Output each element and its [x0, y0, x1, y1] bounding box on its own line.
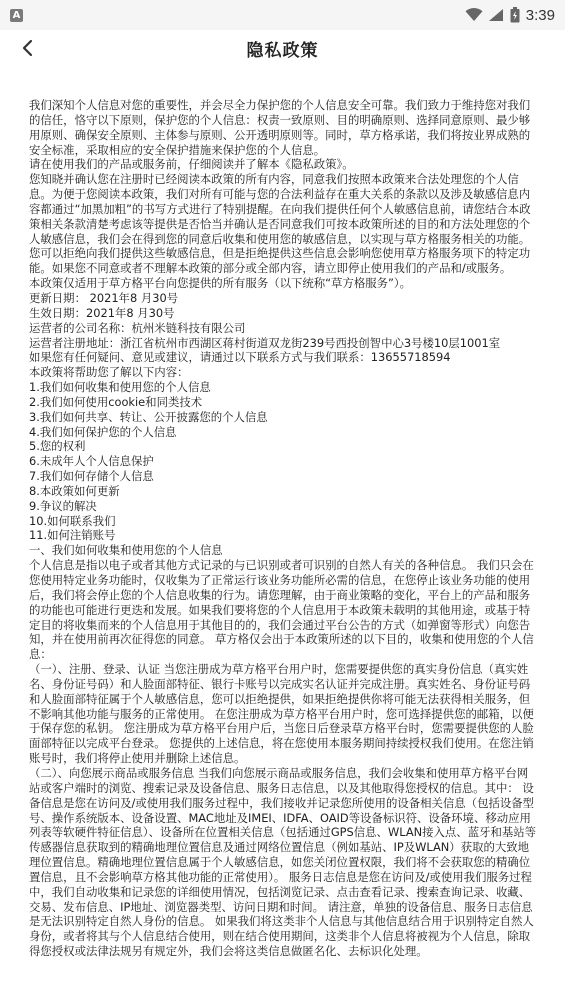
policy-toc-item: 4.我们如何保护您的个人信息	[29, 424, 177, 439]
policy-section-heading: 一、我们如何收集和使用您的个人信息	[29, 543, 223, 558]
policy-toc-heading: 本政策将帮助您了解以下内容：	[29, 365, 189, 380]
policy-toc-item: 5.您的权利	[29, 439, 86, 454]
battery-icon	[510, 7, 520, 23]
policy-toc-item: 3.我们如何共享、转让、公开披露您的个人信息	[29, 409, 268, 424]
policy-toc-item: 7.我们如何存储个人信息	[29, 469, 154, 484]
policy-intro: 我们深知个人信息对您的重要性，并会尽全力保护您的个人信息安全可靠。我们致力于维持您对我们的信任，恪守以下原则，保护您的个人信息：权责一致原则、目的明确原则、选择同意原则、最少够用原则、确保安全原则、主体参与原则、公开透明原则等。同时，草方格承诺，我们将按业界成熟的安全标准，采取相应的安全保护措施来保护您的个人信息。	[29, 98, 531, 157]
signal-icon	[488, 8, 504, 22]
policy-read-notice: 请在使用我们的产品或服务前，仔细阅读并了解本《隐私政策》。	[29, 157, 354, 172]
policy-toc-item: 9.争议的解决	[29, 498, 97, 513]
policy-toc-item: 2.我们如何使用cookie和同类技术	[29, 394, 203, 409]
policy-update-date: 更新日期： 2021年8 月30号	[29, 290, 179, 305]
policy-content[interactable]	[29, 98, 537, 959]
policy-toc-item: 1.我们如何收集和使用您的个人信息	[29, 380, 211, 395]
policy-toc-item: 10.如何联系我们	[29, 513, 116, 528]
policy-scope: 本政策仅适用于草方格平台向您提供的所有服务（以下统称“草方格服务”）。	[29, 276, 411, 291]
page-title: 隐私政策	[246, 41, 319, 61]
policy-contact: 如果您有任何疑问、意见或建议，请通过以下联系方式与我们联系：13655718594	[29, 350, 451, 365]
policy-consent: 您知晓并确认您在注册时已经阅读本政策的所有内容，同意我们按照本政策来合法处理您的个人信息。为便于您阅读本政策，我们对所有可能与您的合法利益存在重大关系的条款以及涉及敏感信息内容都通过“加黑加粗”的书写方式进行了特别提醒。在向我们提供任何个人敏感信息前，请您结合本政策相关条款清楚考虑该等提供是否恰当并确认是否同意我们可按本政策所述的目的和方法处理您的个人敏感信息，我们会在得到您的同意后收集和使用您的敏感信息，以实现与草方格服务相关的功能。您可以拒绝向我们提供这些敏感信息，但是拒绝提供这些信息会影响您使用草方格服务项下的特定功能。如果您不同意或者不理解本政策的部分或全部内容，请立即停止使用我们的产品和/或服务。	[29, 172, 531, 276]
policy-operator-address: 运营者注册地址：浙江省杭州市西湖区蒋村街道双龙街239号西投创智中心3号楼10层1001室	[29, 335, 501, 350]
wifi-icon	[465, 8, 483, 22]
policy-toc-item: 6.未成年人个人信息保护	[29, 454, 154, 469]
policy-section-body: 个人信息是指以电子或者其他方式记录的与已识别或者可识别的自然人有关的各种信息。 我们只会在您使用特定业务功能时，仅收集为了正常运行该业务功能所必需的信息，在您停止该业务功能的使用后，我们将会停止您的个人信息收集的行为。请您理解，由于商业策略的变化，平台上的产品和服务的功能也可能进行更迭和发展。如果我们要将您的个人信息用于本政策未载明的其他用途，或基于特定目的将收集而来的个人信息用于其他目的的，我们会通过平台公告的方式（如弹窗等形式）向您告知，并在使用前再次征得您的同意。 草方格仅会出于本政策所述的以下目的，收集和使用您的个人信息：	[29, 558, 534, 662]
status-time: 3:39	[525, 6, 555, 24]
policy-toc-item: 11.如何注销账号	[29, 528, 116, 543]
app-header	[0, 30, 565, 66]
policy-operator-name: 运营者的公司名称：杭州米链科技有限公司	[29, 320, 246, 335]
policy-section-register: （一）、注册、登录、认证 当您注册成为草方格平台用户时，您需要提供您的真实身份信息（真实姓名、身份证号码）和人脸面部特征、银行卡账号以完成实名认证并完成注册。真实姓名、身份证号码和人脸面部特征属于个人敏感信息，您可以拒绝提供，如果拒绝提供你将可能无法获得相关服务，但不影响其他功能与服务的正常使用。 在您注册成为草方格平台用户时，您可选择提供您的邮箱，以便于保存您的私钥。 您注册成为草方格平台用户后，当您日后登录草方格平台时，您需要提供您的人脸面部特征以完成平台登录。 您提供的上述信息，将在您使用本服务期间持续授权我们使用。在您注销账号时，我们将停止使用并删除上述信息。	[29, 662, 534, 766]
policy-section-display: （二）、向您展示商品或服务信息 当我们向您展示商品或服务信息，我们会收集和使用草方格平台网站或客户端时的浏览、搜索记录及设备信息、服务日志信息，以及其他取得您授权的信息。其中： 设备信息是您在访问及/或使用我们服务过程中，我们接收并记录您所使用的设备相关信息（包括设备型号、操作系统版本、设备设置、MAC地址及IMEI、IDFA、OAID等设备标识符、设备环境、移动应用列表等软硬件特征信息）、设备所在位置相关信息（包括通过GPS信息、WLAN接入点、蓝牙和基站等传感器信息获取到的精确地理位置信息及通过网络位置信息（例如基站、IP及WLAN）获取的大致地理位置信息。精确地理位置信息属于个人敏感信息，如您关闭位置权限，我们将不会获取您的精确位置信息，且不会影响草方格其他功能的正常使用）。 服务日志信息是您在访问及/或使用我们服务过程中，我们自动收集和记录您的详细使用情况，包括浏览记录、点击查看记录、搜索查询记录、收藏、交易、发布信息、IP地址、浏览器类型、访问日期和时间。 请注意，单独的设备信息、服务日志信息是无法识别特定自然人身份的信息。 如果我们将这类非个人信息与其他信息结合用于识别特定自然人身份，或者将其与个人信息结合使用，则在结合使用期间，这类非个人信息将被视为个人信息，除取得您授权或法律法规另有规定外，我们会将这类信息做匿名化、去标识化处理。	[29, 765, 537, 959]
app-notification-icon: A	[10, 9, 23, 22]
policy-toc-item: 8.本政策如何更新	[29, 483, 120, 498]
status-bar	[0, 0, 565, 30]
status-indicators	[465, 5, 555, 25]
policy-effective-date: 生效日期：2021年8 月30号	[29, 305, 175, 320]
